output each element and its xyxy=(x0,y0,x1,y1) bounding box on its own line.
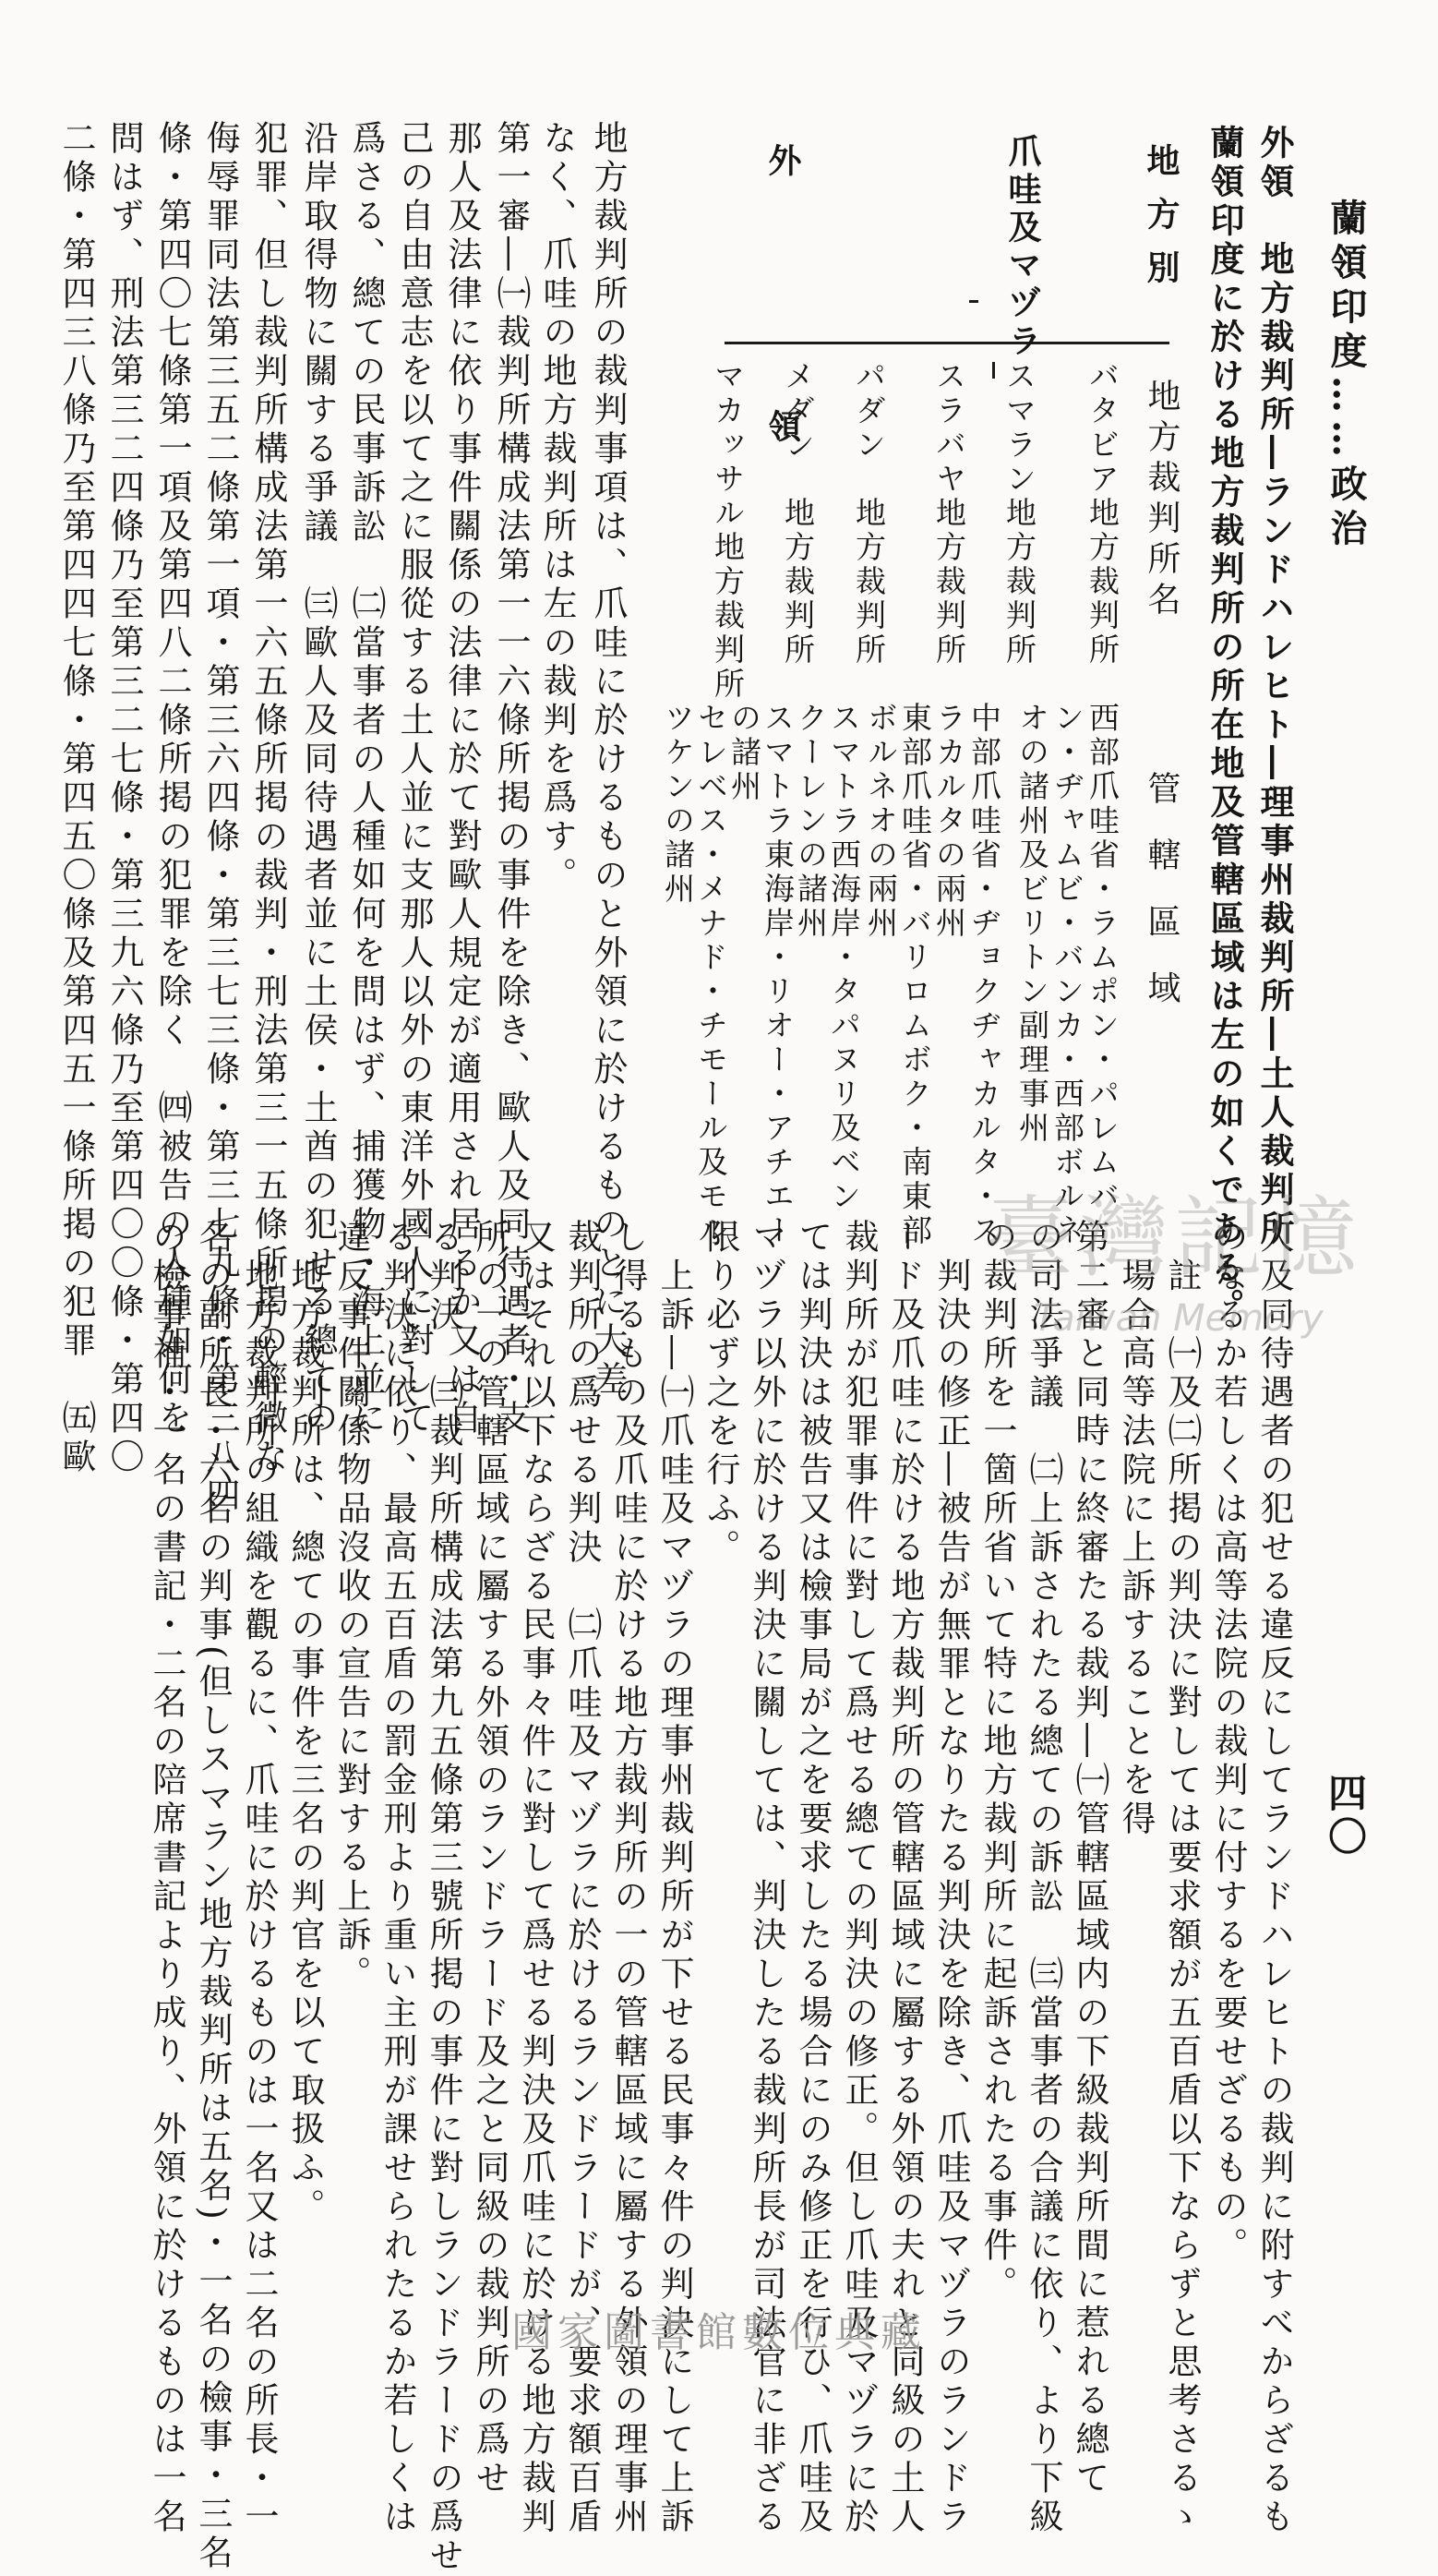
text-line: 第一審―㈠裁判所構成法第一一六條所掲の事件を除き、歐人及同待遇者・支 xyxy=(491,120,531,1438)
text-line: ては判決は被告又は檢事局が之を要求したる場合にのみ修正を行ひ、爪哇及 xyxy=(793,1219,833,2537)
court-name: パダン 地方裁判所 xyxy=(851,360,887,668)
text-line: 違反事件關係物品沒收の宣告に對する上訴。 xyxy=(331,1219,371,1994)
text-line: 又はそれ以下ならざる民事々件に對して爲せる判決及爪哇に於ける地方裁判 xyxy=(516,1219,556,2537)
text-line: 第二審と同時に終審たる裁判―㈠管轄區域内の下級裁判所間に惹れる總て xyxy=(1070,1219,1109,2498)
text-line: 名の副所長・六名の判事(但しスマラン地方裁判所は五名)・一名の檢事・三名 xyxy=(193,1219,233,2573)
running-header: 蘭領印度……政治 xyxy=(1324,199,1368,553)
court-name: バタビア地方裁判所 xyxy=(1084,360,1120,668)
text-line: 裁判所の爲せる判決 ㈡爪哇及マヅラに於けるランドラードが、要求額百盾 xyxy=(562,1219,602,2537)
court-jurisdiction: 東部爪哇省・バリロムボク・南東部 xyxy=(897,702,933,1248)
court-jurisdiction: ツケンの諸州 xyxy=(660,702,696,907)
court-jurisdiction: セレベス・メナド・チモール及モル xyxy=(693,702,729,1248)
text-line: 人及同待遇者の犯せる違反にしてランドハレヒトの裁判に附すべからざるも xyxy=(1254,1219,1294,2537)
table-header-court: 地方裁判所名 xyxy=(1143,379,1180,622)
court-name: スラバヤ地方裁判所 xyxy=(931,360,967,668)
court-jurisdiction: 中部爪哇省・ヂョクヂャカルタ・ス xyxy=(966,702,1002,1248)
text-line: 地方裁判所は、總ての事件を三名の判官を以て取扱ふ。 xyxy=(285,1219,325,2227)
table-region-java: 爪哇及マヅラ xyxy=(1003,134,1042,361)
text-line: なく、爪哇の地方裁判所は左の裁判を爲す。 xyxy=(537,120,577,896)
court-jurisdiction: クーレンの諸州 xyxy=(793,702,829,941)
text-line: の司法爭議 ㈡上訴されたる總ての訴訟 ㈢當事者の合議に依り、より下級 xyxy=(1024,1219,1063,2537)
text-line: ード及爪哇に於ける地方裁判所の管轄區域に屬する外領の夫れと同級の土人 xyxy=(885,1219,925,2537)
text-line: る判決に依り、最高五百盾の罰金刑より重い主刑が課せられたるか若しくは xyxy=(377,1219,417,2537)
text-line: 裁判所が犯罪事件に對して爲せる總ての判決の修正。但し爪哇及マヅラに於 xyxy=(839,1219,879,2537)
court-jurisdiction: スマトラ西海岸・タパヌリ及ベン xyxy=(826,702,862,1214)
court-name: スマラン地方裁判所 xyxy=(1001,360,1037,668)
table-header-region: 地方別 xyxy=(1142,143,1180,304)
text-line: し得るもの及爪哇に於ける地方裁判所の一の管轄區域に屬する外領の理事州 xyxy=(608,1219,648,2537)
text-line: の裁判所を一箇所省いて特に地方裁判所に起訴されたる事件。 xyxy=(977,1219,1017,2305)
intro-line: 外領 地方裁判所―ランドハレヒト―理事州裁判所―土人裁判所 xyxy=(1254,125,1295,1249)
text-line: 限り必ず之を行ふ。 xyxy=(701,1219,740,1568)
intro-line: 蘭領印度に於ける地方裁判所の所在地及管轄區域は左の如くである。 xyxy=(1204,125,1245,1327)
court-jurisdiction: オの諸州及ビリトン副理事州 xyxy=(1014,702,1050,1146)
court-jurisdiction: の諸州 xyxy=(726,702,762,804)
text-line: 侮辱罪同法第三五二條第一項・第三六四條・第三七三條・第三七九條・第三八四 xyxy=(200,120,240,1516)
archive-footer: 國家圖書館數位典藏 xyxy=(511,2309,927,2356)
text-line: 判決の修正―被告が無罪となりたる判決を除き、爪哇及マヅラのランドラ xyxy=(931,1219,971,2537)
text-line: 所の一の管轄區域に屬する外領のランドラード及之と同級の裁判所の爲せ xyxy=(470,1219,509,2498)
text-line: 爲さる、總ての民事訴訟 ㈡當事者の人種如何を問はず、捕獲物・海上並に xyxy=(346,120,386,1438)
text-line: 上訴―㈠爪哇及マヅラの理事州裁判所が下せる民事々件の判決にして上訴 xyxy=(654,1219,694,2537)
court-jurisdiction: スマトラ東海岸・リオー・アチエー xyxy=(760,702,796,1248)
text-line: 沿岸取得物に關する爭議 ㈢歐人及同待遇者並に土侯・土酋の犯せる總ての xyxy=(298,120,338,1438)
text-line: 那人及法律に依り事件關係の法律に於て對歐人規定が適用され居るか又は自 xyxy=(442,120,482,1438)
text-line: 條・第四〇七條第一項及第四八二條所掲の犯罪を除く ㈣被告の人種如何を xyxy=(152,120,192,1438)
text-line: 二條・第四三八條乃至第四四七條・第四五〇條及第四五一條所掲の犯罪 ㈤歐 xyxy=(56,120,96,1477)
court-jurisdiction: ラカルタの兩州 xyxy=(931,702,967,941)
text-line: マヅラ以外に於ける判決に關しては、判決したる裁判所長が司法官に非ざる xyxy=(747,1219,786,2537)
text-line: 註 ㈠及㈡所掲の判決に對しては要求額が五百盾以下ならずと思考さるゝ xyxy=(1162,1219,1202,2537)
table-region-outer: 外 領 xyxy=(763,143,802,498)
table-header-jurisdiction: 管轄區域 xyxy=(1143,771,1180,1037)
text-line: 地方裁判所の裁判事項は、爪哇に於けるものと外領に於けるものとに大差 xyxy=(588,120,628,1400)
court-jurisdiction: 西部爪哇省・ラムポン・パレムバ xyxy=(1084,702,1120,1214)
watermark-logo: 臺灣記憶 xyxy=(986,1186,1362,1290)
court-name: メダン 地方裁判所 xyxy=(780,360,816,668)
text-line: 問はず、刑法第三二四條乃至第三二七條・第三九六條乃至第四〇〇條・第四〇 xyxy=(104,120,144,1477)
text-line: る判決 ㈢裁判所構成法第九五條第三號所掲の事件に對しランドラードの爲せ xyxy=(424,1219,463,2576)
text-line: の檢事補・一名の書記・二名の陪席書記より成り、外領に於けるものは一名 xyxy=(147,1219,186,2537)
text-line: 場合高等法院に上訴することを得 xyxy=(1116,1219,1156,1839)
court-jurisdiction: ン・ヂャムビ・バンカ・西部ボルネ xyxy=(1049,702,1085,1248)
text-line: のなるか若しくは高等法院の裁判に付するを要せざるもの。 xyxy=(1208,1219,1248,2266)
text-line: 己の自由意志を以て之に服從する土人並に支那人以外の東洋外國人に對して xyxy=(394,120,434,1438)
region-brace xyxy=(992,362,995,379)
page-number: 四〇 xyxy=(1323,1773,1368,1860)
watermark-caption: Taiwan Memory xyxy=(1034,1297,1324,1340)
text-line: 地方裁判所の組織を觀るに、爪哇に於けるものは一名又は二名の所長・一 xyxy=(239,1219,279,2537)
court-jurisdiction: ボルネオの兩州 xyxy=(863,702,899,941)
court-name: マカッサル地方裁判所 xyxy=(710,360,746,702)
table-divider xyxy=(969,300,978,303)
text-line: 犯罪、但し裁判所構成法第一六五條所掲の裁判・刑法第三一五條所掲の輕微な xyxy=(248,120,288,1477)
